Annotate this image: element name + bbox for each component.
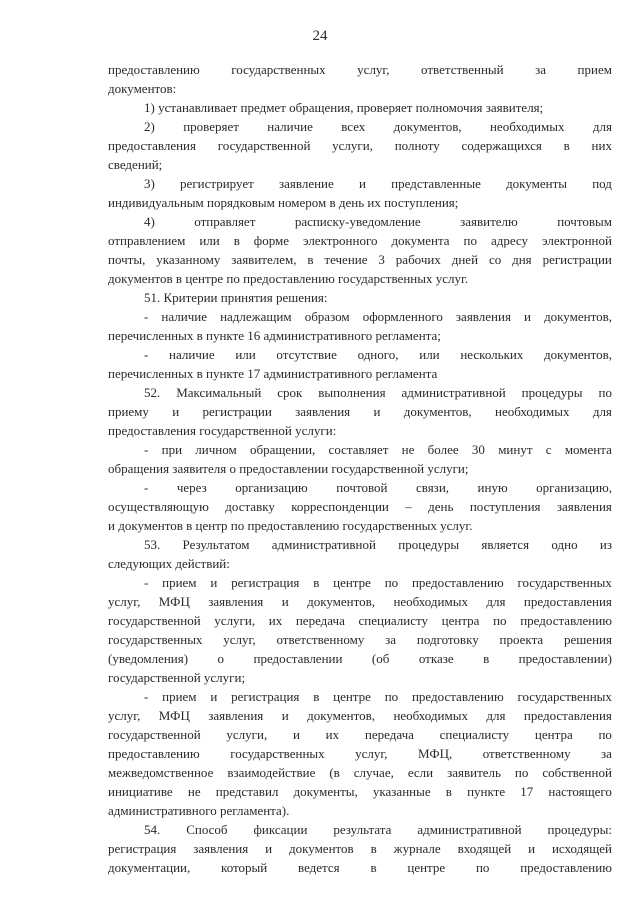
text-line: услуг, МФЦ заявления и документов, необходимых для предоставления	[108, 708, 612, 723]
text-line: 4) отправляет расписку-уведомление заявителю почтовым	[144, 214, 612, 229]
text-line: предоставлению государственных услуг, ответственный за прием	[108, 62, 612, 77]
text-line: следующих действий:	[108, 556, 230, 571]
text-line: индивидуальным порядковым номером в день их поступления;	[108, 195, 459, 210]
text-line: - через организацию почтовой связи, иную организацию,	[144, 480, 612, 495]
text-line: услуг, МФЦ заявления и документов, необходимых для предоставления	[108, 594, 612, 609]
text-line: перечисленных в пункте 17 административного регламента	[108, 366, 438, 381]
text-line: - прием и регистрация в центре по предоставлению государственных	[144, 575, 612, 590]
text-line: предоставления государственной услуги:	[108, 423, 337, 438]
text-line: предоставлению государственных услуг, МФЦ, ответственному за	[108, 746, 612, 761]
text-line: межведомственное взаимодействие (в случае, если заявитель по собственной	[108, 765, 612, 780]
text-line: почты, указанному заявителем, в течение 3 рабочих дней со дня регистрации	[108, 252, 612, 267]
text-line: 3) регистрирует заявление и представленные документы под	[144, 176, 612, 191]
text-line: 1) устанавливает предмет обращения, проверяет полномочия заявителя;	[144, 100, 544, 115]
text-line: 53. Результатом административной процедуры является одно из	[144, 537, 612, 552]
text-line: обращения заявителя о предоставлении государственной услуги;	[108, 461, 469, 476]
text-line: сведений;	[108, 157, 163, 172]
text-line: документов:	[108, 81, 177, 96]
text-line: государственной услуги, и их передача специалисту центра по	[108, 727, 612, 742]
text-line: инициативе не представил документы, указанные в пункте 17 настоящего	[108, 784, 612, 799]
text-line: отправлением или в форме электронного документа по адресу электронной	[108, 233, 612, 248]
text-line: регистрация заявления и документов в журнале входящей и исходящей	[108, 841, 612, 856]
text-line: (уведомления) о предоставлении (об отказе в предоставлении)	[108, 651, 612, 666]
text-line: - при личном обращении, составляет не более 30 минут с момента	[144, 442, 612, 457]
text-line: 51. Критерии принятия решения:	[144, 290, 328, 305]
text-line: документации, который ведется в центре по предоставлению	[108, 860, 612, 875]
text-line: - наличие надлежащим образом оформленного заявления и документов,	[144, 309, 612, 324]
document-body	[108, 60, 612, 877]
text-line: 52. Максимальный срок выполнения административной процедуры по	[144, 385, 612, 400]
text-line: и документов в центр по предоставлению государственных услуг.	[108, 518, 473, 533]
text-line: государственной услуги;	[108, 670, 246, 685]
text-line: документов в центре по предоставлению государственных услуг.	[108, 271, 469, 286]
text-line: осуществляющую доставку корреспонденции – день поступления заявления	[108, 499, 612, 514]
text-line: 2) проверяет наличие всех документов, необходимых для	[144, 119, 612, 134]
text-line: 54. Способ фиксации результата административной процедуры:	[144, 822, 612, 837]
text-line: перечисленных в пункте 16 административного регламента;	[108, 328, 441, 343]
page-number: 24	[312, 28, 328, 44]
text-line: государственной услуги, их передача специалисту центра по предоставлению	[108, 613, 612, 628]
text-line: административного регламента).	[108, 803, 290, 818]
text-line: приему и регистрации заявления и документов, необходимых для	[108, 404, 612, 419]
text-line: государственных услуг, ответственному за подготовку проекта решения	[108, 632, 612, 647]
text-line: - наличие или отсутствие одного, или нескольких документов,	[144, 347, 612, 362]
text-line: предоставления государственной услуги, полноту содержащихся в них	[108, 138, 612, 153]
text-line: - прием и регистрация в центре по предоставлению государственных	[144, 689, 612, 704]
